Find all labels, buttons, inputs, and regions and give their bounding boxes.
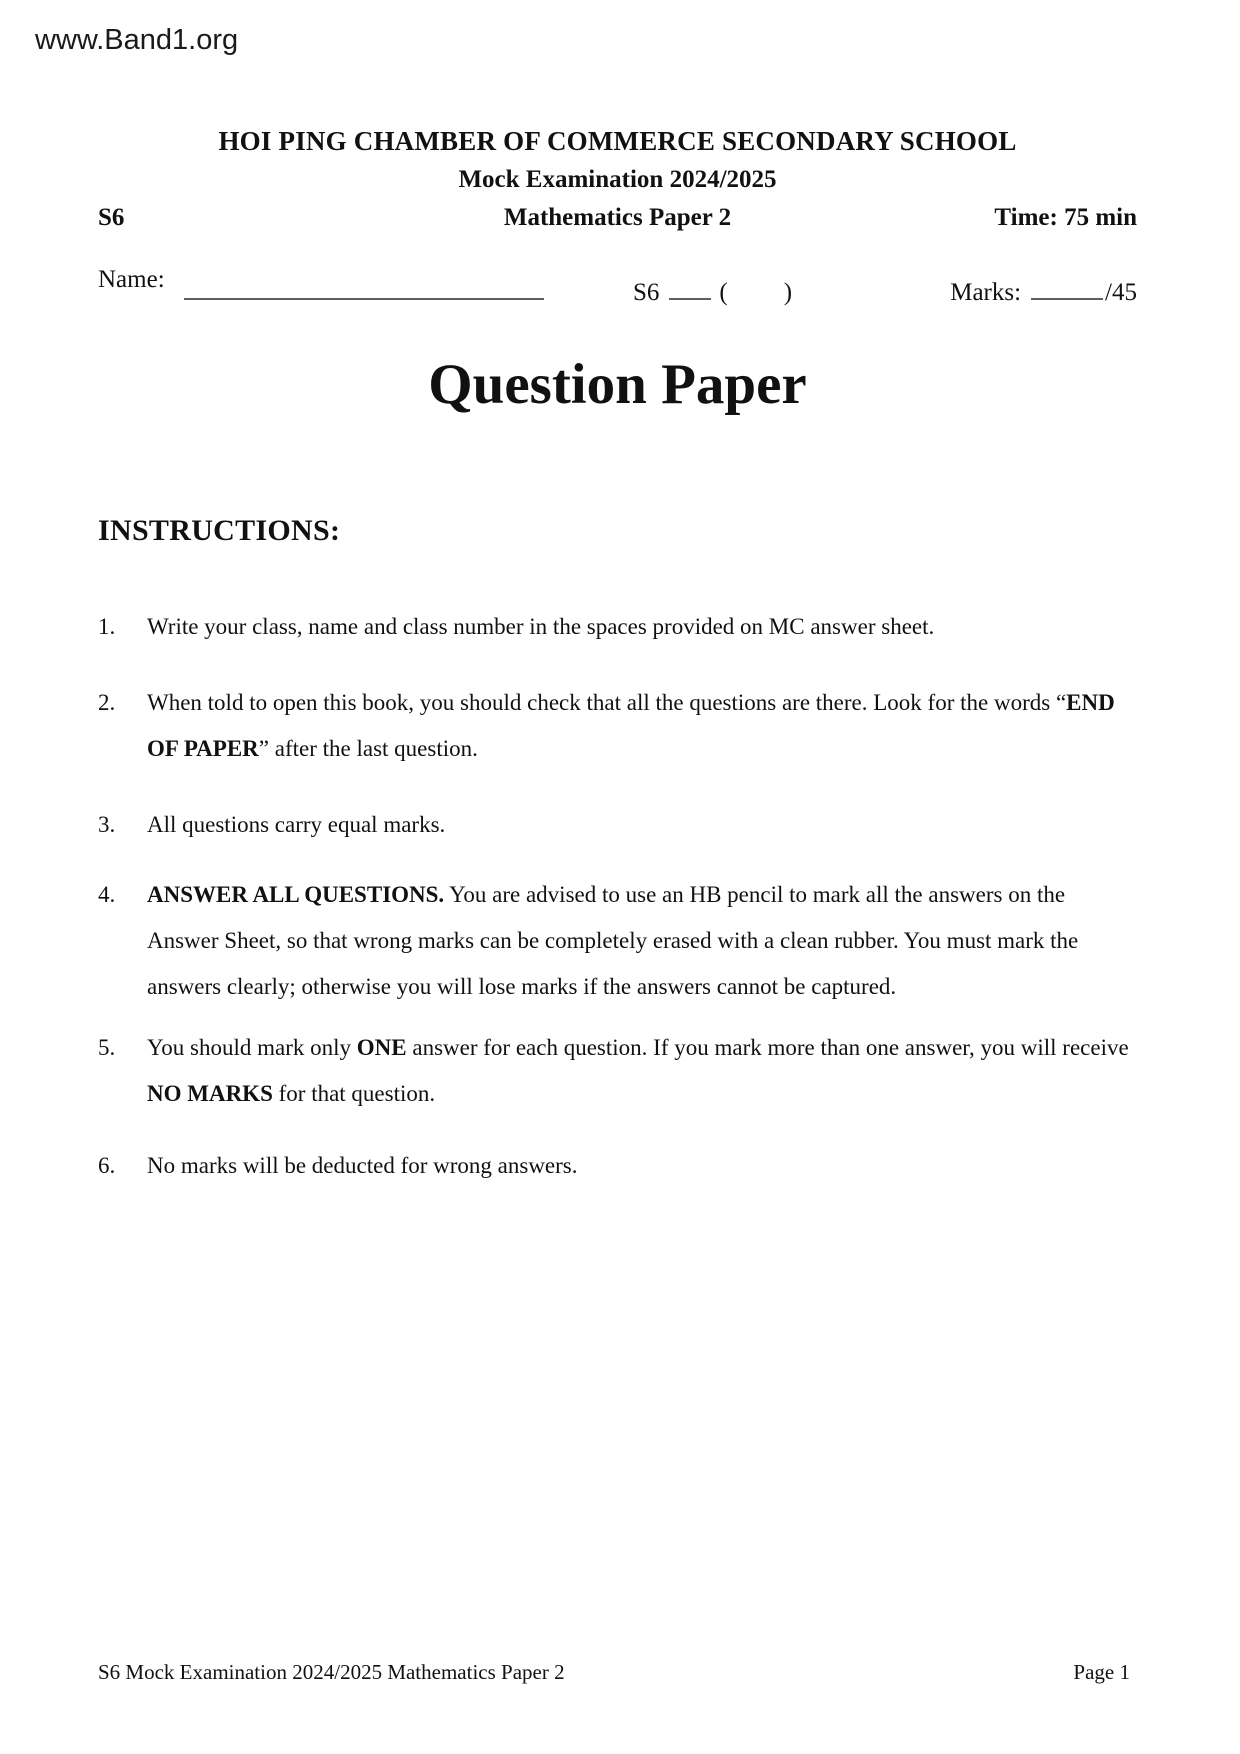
marks-label: Marks: [950, 279, 1022, 306]
instruction-text: No marks will be deducted for wrong answers. [147, 1153, 578, 1178]
document-title: Question Paper [428, 353, 807, 416]
instruction-item [98, 872, 1135, 1010]
marks-total: /45 [1105, 279, 1137, 306]
time-limit: Time: 75 min [994, 204, 1137, 231]
instruction-item [98, 604, 1135, 650]
instruction-text: Write your class, name and class number in the spaces provided on MC answer sheet. [147, 614, 935, 639]
marks-group [950, 266, 1137, 307]
school-name: HOI PING CHAMBER OF COMMERCE SECONDARY SCHOOL [218, 126, 1017, 156]
instruction-number: 5. [98, 1035, 116, 1060]
instruction-text: ANSWER ALL QUESTIONS. You are advised to use an HB pencil to mark all the answers on the Answer Sheet, so that wrong marks can be completely erased with a clean rubber. You must mark the answers clearly; otherwise you will lose marks if the answers cannot be captured. [147, 882, 1079, 999]
instruction-item [98, 1143, 1135, 1189]
name-blank-line [184, 264, 544, 300]
instruction-text: You should mark only ONE answer for each question. If you mark more than one answer, you will receive NO MARKS for that question. [147, 1035, 1129, 1106]
instruction-number: 6. [98, 1153, 116, 1178]
footer-document-label: S6 Mock Examination 2024/2025 Mathematics Paper 2 [98, 1660, 565, 1684]
class-number-group [633, 266, 792, 307]
footer-page-number: Page 1 [1073, 1660, 1130, 1684]
instruction-number: 3. [98, 812, 116, 837]
name-label: Name: [98, 266, 165, 293]
instruction-item [98, 680, 1135, 772]
class-level: S6 [98, 204, 125, 231]
instruction-item [98, 1025, 1135, 1117]
instructions-heading: INSTRUCTIONS: [98, 514, 341, 547]
site-watermark: www.Band1.org [35, 24, 239, 56]
exam-title: Mock Examination 2024/2025 [458, 166, 777, 193]
class-blank-line [669, 266, 711, 300]
instructions-list [98, 604, 1135, 1189]
paren-open: ( [719, 279, 728, 306]
page-footer [98, 1660, 1130, 1685]
class-prefix: S6 [633, 279, 660, 306]
instruction-item [98, 802, 1135, 848]
subject-title: Mathematics Paper 2 [503, 204, 732, 231]
instruction-number: 2. [98, 690, 116, 715]
marks-blank-line [1031, 266, 1103, 300]
exam-meta-row [98, 204, 1137, 232]
instruction-number: 4. [98, 882, 116, 907]
instruction-text: All questions carry equal marks. [147, 812, 446, 837]
paren-close: ) [783, 279, 793, 306]
instruction-number: 1. [98, 614, 116, 639]
instruction-text: When told to open this book, you should check that all the questions are there. Look for the words “END OF PAPER” after the last question. [147, 690, 1115, 761]
candidate-info-row [98, 266, 1137, 310]
